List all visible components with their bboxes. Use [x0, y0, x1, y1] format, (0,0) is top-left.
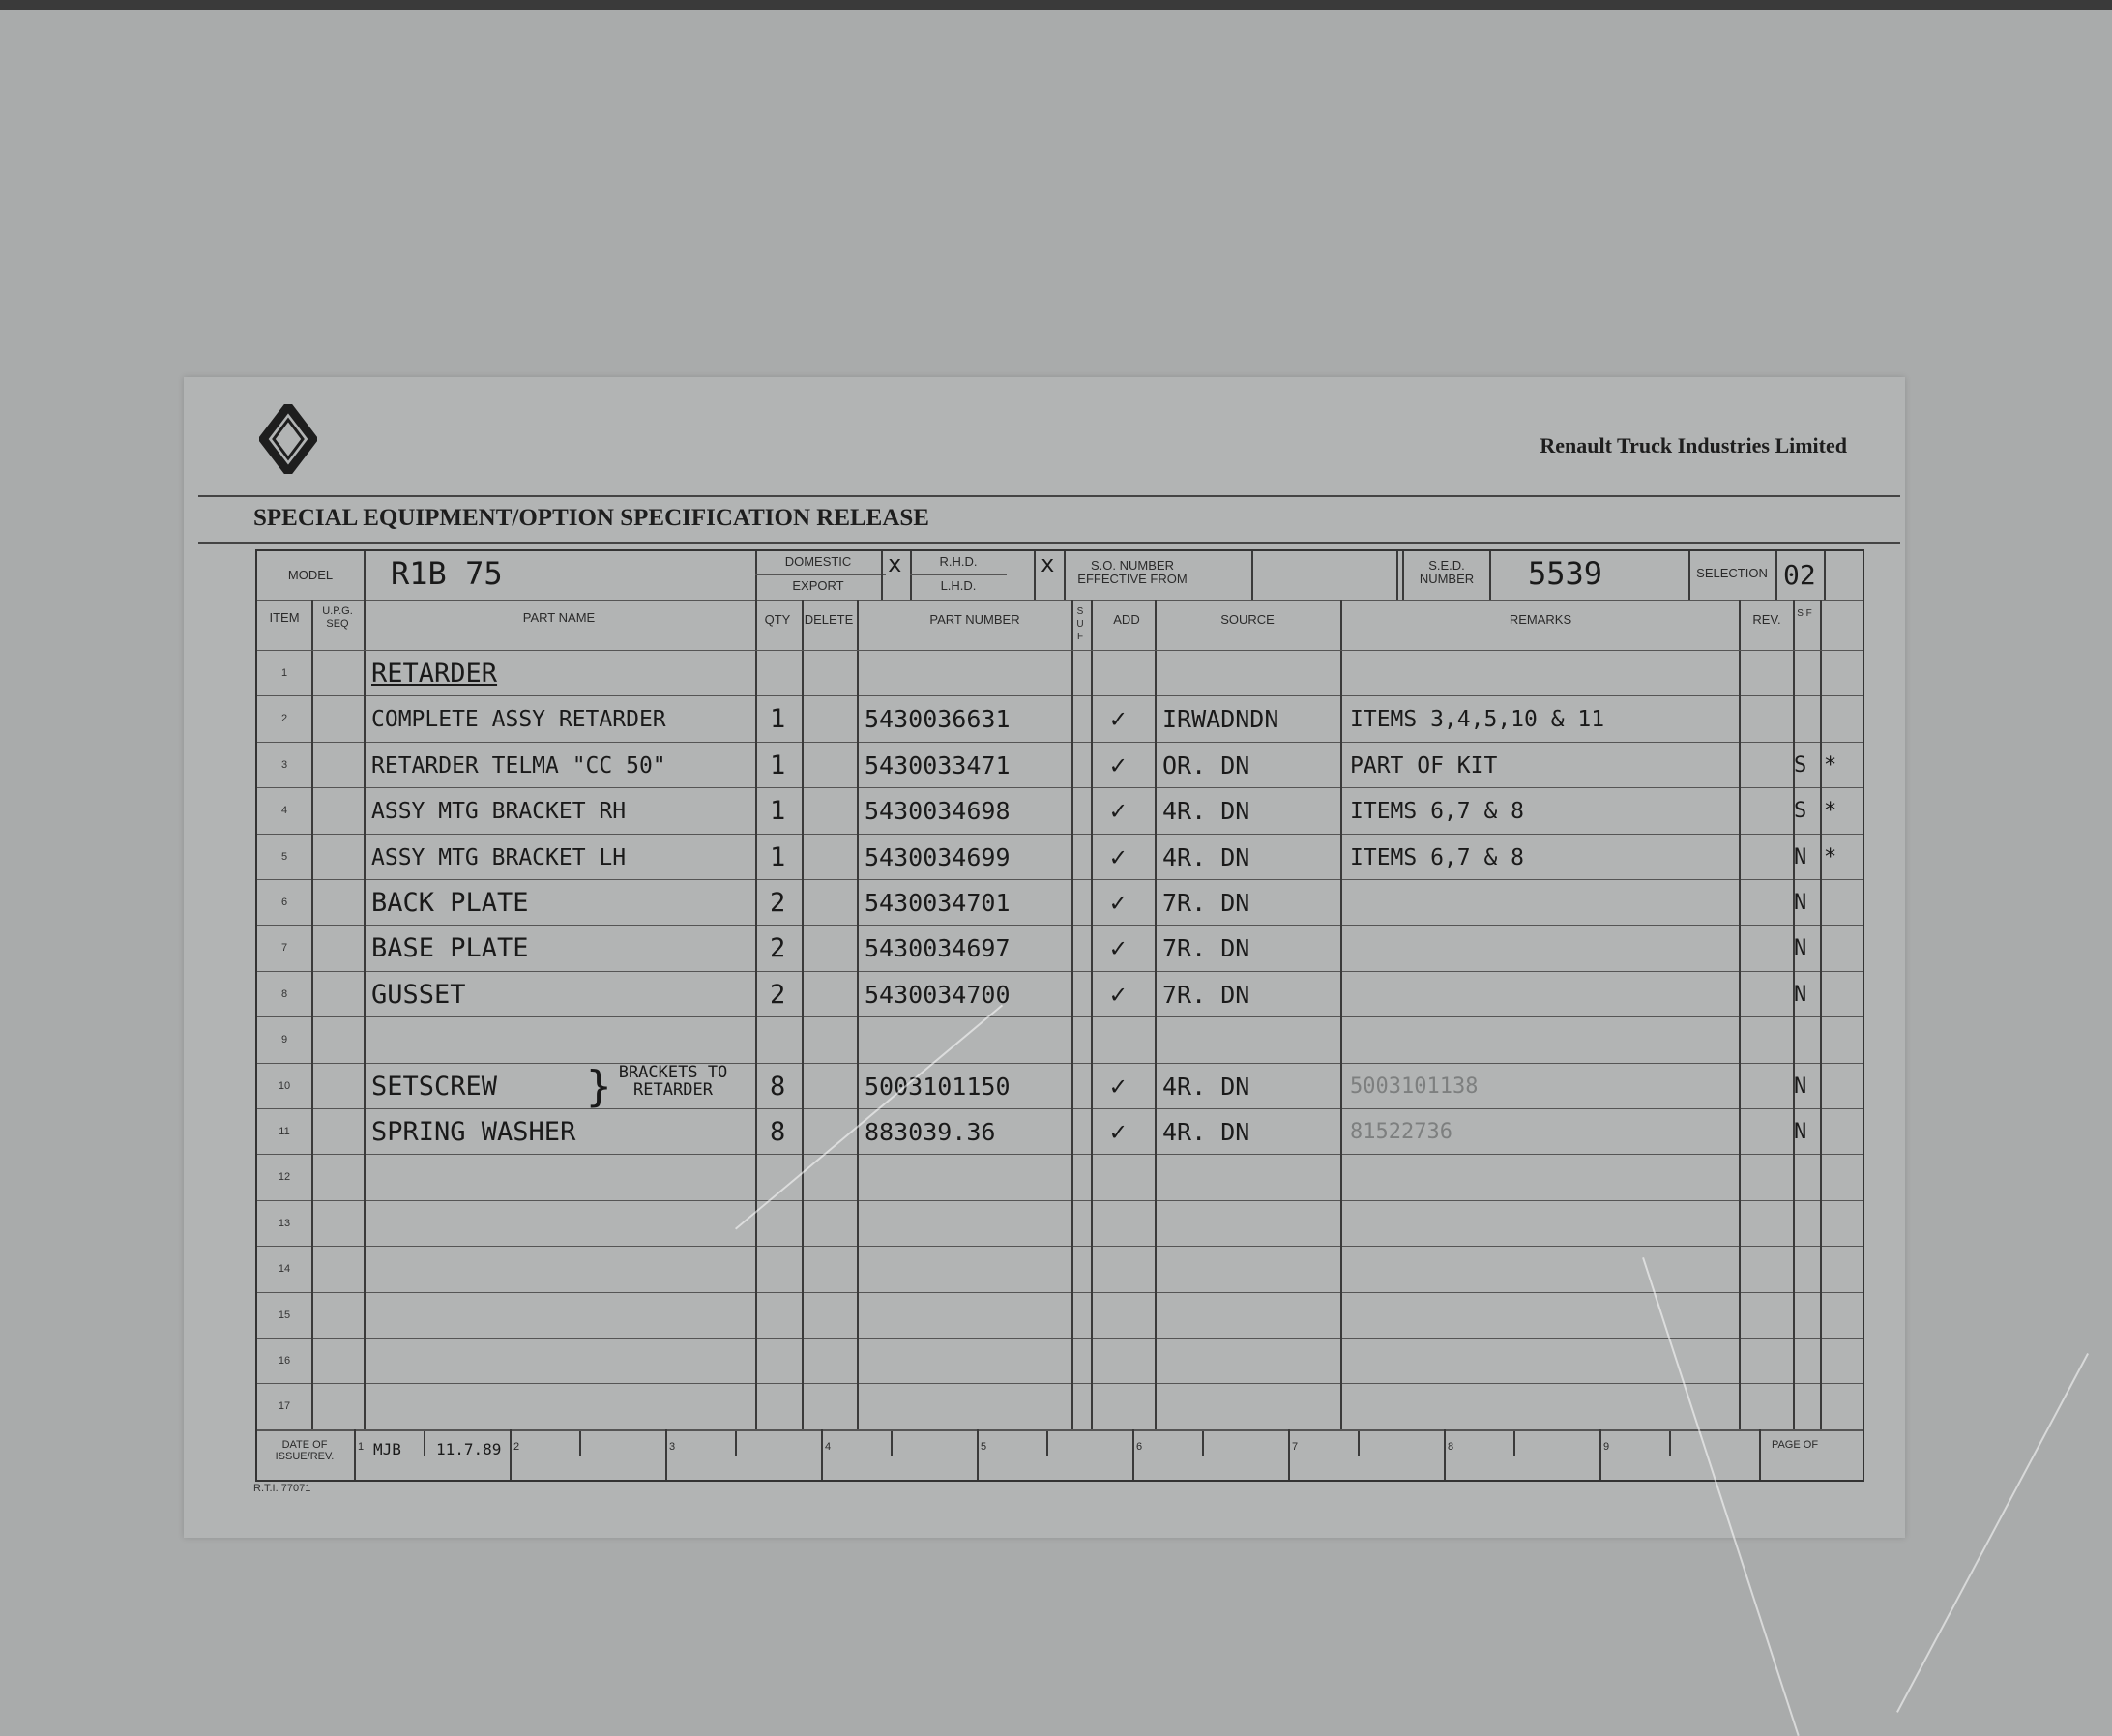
remarks: ITEMS 6,7 & 8: [1350, 844, 1525, 870]
row-rule: [257, 971, 1863, 972]
selection-label: SELECTION: [1696, 566, 1768, 580]
part-number: 5430034699: [865, 842, 1011, 871]
part-number: 5430034700: [865, 980, 1011, 1009]
part-number: 5430033471: [865, 750, 1011, 780]
sed-number-label: NUMBER: [1419, 572, 1475, 586]
row-rule: [257, 1200, 1863, 1201]
issue-slot-number: 2: [513, 1441, 520, 1453]
page-divider: [1759, 1429, 1761, 1480]
sed-number-value: 5539: [1528, 555, 1603, 592]
issue-slot-number: 1: [358, 1441, 365, 1453]
column-divider: [802, 600, 804, 1429]
column-divider: [1793, 600, 1795, 1429]
col-qty: QTY: [764, 612, 791, 627]
issue-slot-tick: [735, 1431, 737, 1456]
row-rule: [257, 1063, 1863, 1064]
scan-top-edge: [0, 0, 2112, 10]
col-source: SOURCE: [1220, 612, 1275, 627]
sf-code: S: [1794, 799, 1807, 824]
source: 4R. DN: [1162, 842, 1250, 871]
part-number: 5430034698: [865, 797, 1011, 826]
remarks-superseded-number: 81522736: [1350, 1120, 1452, 1144]
item-number: 7: [280, 942, 288, 955]
row-rule: [257, 1108, 1863, 1109]
issue-slot-divider: [1599, 1429, 1601, 1480]
issue-slot-divider: [354, 1429, 356, 1480]
source: IRWADNDN: [1162, 705, 1279, 734]
quantity: 8: [770, 1071, 786, 1102]
issue-slot-number: 9: [1603, 1441, 1610, 1453]
issue-slot-number: 4: [825, 1441, 832, 1453]
item-number: 9: [280, 1034, 288, 1046]
col-rev: REV.: [1752, 612, 1781, 627]
source: 4R. DN: [1162, 797, 1250, 826]
item-number: 4: [280, 805, 288, 817]
issue-initials: MJB: [373, 1440, 401, 1458]
add-check: ✓: [1110, 796, 1127, 827]
column-divider: [1091, 600, 1093, 1429]
add-check: ✓: [1110, 704, 1127, 735]
star-mark: *: [1824, 799, 1837, 824]
star-mark: *: [1824, 752, 1837, 778]
sed-label: S.E.D.: [1428, 558, 1465, 573]
form-code: R.T.I. 77071: [253, 1483, 311, 1494]
item-number: 15: [278, 1309, 291, 1321]
item-number: 6: [280, 897, 288, 908]
column-divider: [311, 600, 313, 1429]
sf-code: N: [1794, 1074, 1807, 1099]
row-rule: [257, 879, 1863, 880]
issue-slot-divider: [665, 1429, 667, 1480]
sf-code: S: [1794, 752, 1807, 778]
column-divider: [1739, 600, 1741, 1429]
col-suf: SUF: [1076, 606, 1084, 642]
model-value: R1B 75: [391, 555, 503, 592]
quantity: 1: [770, 750, 786, 780]
add-check: ✓: [1110, 979, 1127, 1010]
part-name: SETSCREW: [371, 1071, 498, 1102]
sf-code: N: [1794, 936, 1807, 961]
row-rule: [257, 834, 1863, 835]
column-divider: [1820, 600, 1822, 1429]
sf-code: N: [1794, 982, 1807, 1007]
issue-date: 11.7.89: [436, 1440, 502, 1458]
item-number: 13: [278, 1217, 291, 1229]
part-name: RETARDER: [371, 659, 498, 689]
item-number: 11: [279, 1126, 290, 1137]
part-name: SPRING WASHER: [371, 1117, 576, 1147]
col-part-number: PART NUMBER: [929, 612, 1020, 627]
row-rule: [257, 695, 1863, 696]
issue-slot-number: 5: [981, 1441, 987, 1453]
selection-value: 02: [1783, 559, 1816, 591]
col-sf: S F: [1797, 608, 1812, 619]
issue-slot-tick: [579, 1431, 581, 1456]
source: 7R. DN: [1162, 934, 1250, 963]
export-label: EXPORT: [792, 578, 844, 593]
add-check: ✓: [1110, 841, 1127, 872]
part-name: COMPLETE ASSY RETARDER: [371, 707, 666, 733]
issue-slot-number: 8: [1448, 1441, 1454, 1453]
remarks: ITEMS 3,4,5,10 & 11: [1350, 707, 1605, 733]
issue-slot-divider: [1444, 1429, 1446, 1480]
source: OR. DN: [1162, 750, 1250, 780]
quantity: 1: [770, 841, 786, 872]
item-number: 10: [278, 1079, 291, 1092]
effective-from-label: EFFECTIVE FROM: [1077, 572, 1188, 586]
star-mark: *: [1824, 844, 1837, 869]
bracket-note: BRACKETS TO RETARDER: [618, 1063, 728, 1100]
issue-slot-tick: [1513, 1431, 1515, 1456]
issue-slot-tick: [891, 1431, 893, 1456]
title-rule: [198, 542, 1900, 544]
quantity: 2: [770, 979, 786, 1010]
so-number-label: S.O. NUMBER: [1091, 558, 1174, 573]
scan-scratch: [1896, 1353, 2089, 1713]
add-check: ✓: [1110, 1071, 1127, 1102]
part-name: BACK PLATE: [371, 888, 529, 918]
part-number: 5430034701: [865, 889, 1011, 917]
part-name: GUSSET: [371, 979, 466, 1010]
company-name: Renault Truck Industries Limited: [1540, 433, 1847, 457]
row-rule: [257, 1383, 1863, 1384]
add-check: ✓: [1110, 1117, 1127, 1147]
issue-slot-tick: [424, 1431, 425, 1456]
top-rule: [198, 495, 1900, 497]
issue-slot-divider: [1132, 1429, 1134, 1480]
column-divider: [1071, 600, 1073, 1429]
quantity: 1: [770, 796, 786, 827]
issue-slot-tick: [1202, 1431, 1204, 1456]
item-number: 8: [280, 987, 288, 1000]
issue-slot-divider: [821, 1429, 823, 1480]
item-number: 17: [278, 1400, 291, 1413]
col-remarks: REMARKS: [1509, 612, 1572, 627]
part-number: 5003101150: [865, 1072, 1011, 1101]
col-part-name: PART NAME: [522, 610, 596, 625]
add-check: ✓: [1110, 750, 1127, 780]
col-upg-seq: U.P.G. SEQ: [322, 605, 353, 630]
row-rule: [257, 787, 1863, 788]
part-name: ASSY MTG BRACKET RH: [371, 799, 627, 825]
remarks: PART OF KIT: [1350, 752, 1498, 779]
col-delete: DELETE: [804, 612, 854, 627]
row-rule: [257, 1016, 1863, 1017]
source: 4R. DN: [1162, 1072, 1250, 1101]
quantity: 2: [770, 933, 786, 964]
row-rule: [257, 1154, 1863, 1155]
sf-code: N: [1794, 891, 1807, 915]
part-number: 5430036631: [865, 705, 1011, 734]
item-number: 16: [278, 1355, 291, 1367]
model-label: MODEL: [287, 568, 334, 582]
add-check: ✓: [1110, 933, 1127, 964]
issue-slot-divider: [1288, 1429, 1290, 1480]
issue-slot-tick: [1669, 1431, 1671, 1456]
row-rule: [257, 925, 1863, 926]
column-divider: [364, 600, 366, 1429]
page-of-label: PAGE OF: [1771, 1439, 1819, 1451]
item-number: 2: [280, 713, 288, 725]
bracket-brace: }: [586, 1062, 612, 1111]
remarks: ITEMS 6,7 & 8: [1350, 799, 1525, 825]
sf-code: N: [1794, 1120, 1807, 1144]
col-add: ADD: [1113, 612, 1140, 627]
issue-slot-number: 6: [1136, 1441, 1143, 1453]
specification-form: [255, 549, 1864, 1482]
sf-code: N: [1794, 844, 1807, 869]
lhd-label: L.H.D.: [940, 578, 977, 593]
row-rule: [257, 1246, 1863, 1247]
row-rule: [257, 1292, 1863, 1293]
part-name: BASE PLATE: [371, 933, 529, 964]
renault-logo-icon: [259, 404, 317, 474]
issue-slot-number: 3: [669, 1441, 676, 1453]
column-header-rule: [257, 650, 1863, 651]
source: 7R. DN: [1162, 980, 1250, 1009]
rhd-mark: x: [1041, 550, 1055, 577]
quantity: 2: [770, 888, 786, 918]
issue-slot-tick: [1046, 1431, 1048, 1456]
domestic-label: DOMESTIC: [784, 554, 852, 569]
issue-slot-divider: [977, 1429, 979, 1480]
issue-slot-tick: [1358, 1431, 1360, 1456]
item-number: 12: [278, 1171, 291, 1184]
item-number: 1: [280, 667, 288, 679]
remarks-superseded-number: 5003101138: [1350, 1074, 1479, 1099]
source: 7R. DN: [1162, 889, 1250, 917]
row-rule: [257, 1338, 1863, 1339]
column-divider: [857, 600, 859, 1429]
item-number: 3: [280, 758, 288, 771]
date-of-issue-label: DATE OF ISSUE/REV.: [275, 1439, 335, 1462]
part-name: RETARDER TELMA "CC 50": [371, 752, 666, 779]
rhd-label: R.H.D.: [939, 554, 978, 569]
add-check: ✓: [1110, 888, 1127, 918]
issue-slot-number: 7: [1292, 1441, 1299, 1453]
col-item: ITEM: [269, 610, 300, 625]
quantity: 8: [770, 1117, 786, 1147]
quantity: 1: [770, 704, 786, 735]
item-number: 14: [278, 1263, 291, 1276]
issue-slot-divider: [510, 1429, 512, 1480]
form-title: SPECIAL EQUIPMENT/OPTION SPECIFICATION RELEASE: [253, 505, 929, 531]
item-number: 5: [280, 850, 288, 863]
column-divider: [1155, 600, 1157, 1429]
column-divider: [755, 600, 757, 1429]
part-name: ASSY MTG BRACKET LH: [371, 844, 627, 870]
part-number: 5430034697: [865, 934, 1011, 963]
part-number: 883039.36: [865, 1118, 996, 1146]
domestic-mark: x: [888, 550, 902, 577]
column-divider: [1340, 600, 1342, 1429]
row-rule: [257, 742, 1863, 743]
source: 4R. DN: [1162, 1118, 1250, 1146]
